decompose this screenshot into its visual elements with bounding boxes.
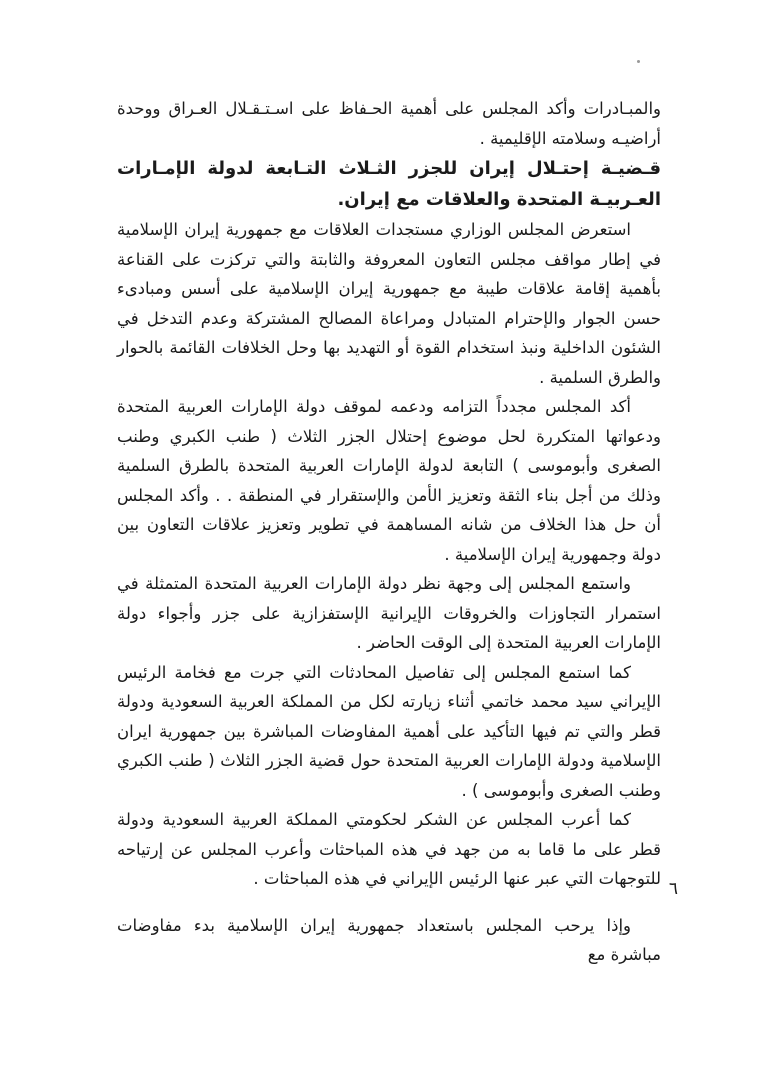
- scan-artifact-dot: [637, 60, 640, 63]
- paragraph-islands-occupation-position: أكد المجلس مجدداً التزامه ودعمه لموقف دولة الإمارات العربية المتحدة ودعواتها المتكررة لحل موضوع إحتلال الجزر الثلاث ( طنب الكبري وطنب الصغرى وأبوموسى ) التابعة لدولة الإمارات العربية المتحدة بالطرق السلمية وذلك من أجل بناء الثقة وتعزيز الأمن والإستقرار في المنطقة . . وأكد المجلس أن حل هذا الخلاف من شانه المساهمة في تطوير وتعزيز علاقات التعاون بين دولة وجمهورية إيران الإسلامية .: [117, 397, 661, 564]
- page-number: ٦: [668, 879, 678, 899]
- section-heading: قـضيـة إحتـلال إيران للجزر الثـلاث التـابعة لدولة الإمـارات العـربيـة المتحدة والعلاقات مع إيران.: [117, 158, 661, 210]
- paragraph-khatami-talks: كما استمع المجلس إلى تفاصيل المحادثات التي جرت مع فخامة الرئيس الإيراني سيد محمد خاتمي أثناء زيارته لكل من المملكة العربية السعودية ودولة قطر والتي تم فيها التأكيد على أهمية المفاوضات المباشرة بين جمهورية ايران الإسلامية ودولة الإمارات العربية المتحدة حول قضية الجزر الثلاث ( طنب الكبري وطنب الصغرى وأبوموسى ) .: [117, 662, 661, 800]
- paragraph-welcome-negotiations: وإذا يرحب المجلس باستعداد جمهورية إيران الإسلامية بدء مفاوضات مباشرة مع: [117, 915, 661, 964]
- paragraph-continuation: والمبـادرات وأكد المجلس على أهمية الحـفاظ على اسـتـقـلال العـراق ووحدة أراضيـه وسلامته الإقليمية .: [117, 99, 661, 148]
- paragraph-thanks-saudi-qatar: كما أعرب المجلس عن الشكر لحكومتي المملكة العربية السعودية ودولة قطر على ما قاما به من جهد في هذه المباحثات وأعرب المجلس عن إرتياحه للتوجهات التي عبر عنها الرئيس الإيراني في هذه المباحثات .: [117, 810, 661, 888]
- paragraph-iran-relations-overview: استعرض المجلس الوزاري مستجدات العلاقات مع جمهورية إيران الإسلامية في إطار مواقف مجلس التعاون المعروفة والثابتة والتي تركزت على القناعة بأهمية إقامة علاقات طيبة مع جمهورية إيران الإسلامية على أسس ومبادىء حسن الجوار والإحترام المتبادل ومراعاة المصالح المشتركة وعدم التدخل في الشئون الداخلية ونبذ استخدام القوة أو التهديد بها وحل الخلافات القائمة بالحوار والطرق السلمية .: [117, 220, 661, 387]
- text-block: [117, 94, 661, 970]
- paragraph-uae-viewpoint: واستمع المجلس إلى وجهة نظر دولة الإمارات العربية المتحدة المتمثلة في استمرار التجاوزات والخروقات الإيرانية الإستفزازية على جزر وأجواء دولة الإمارات العربية المتحدة إلى الوقت الحاضر .: [117, 574, 661, 652]
